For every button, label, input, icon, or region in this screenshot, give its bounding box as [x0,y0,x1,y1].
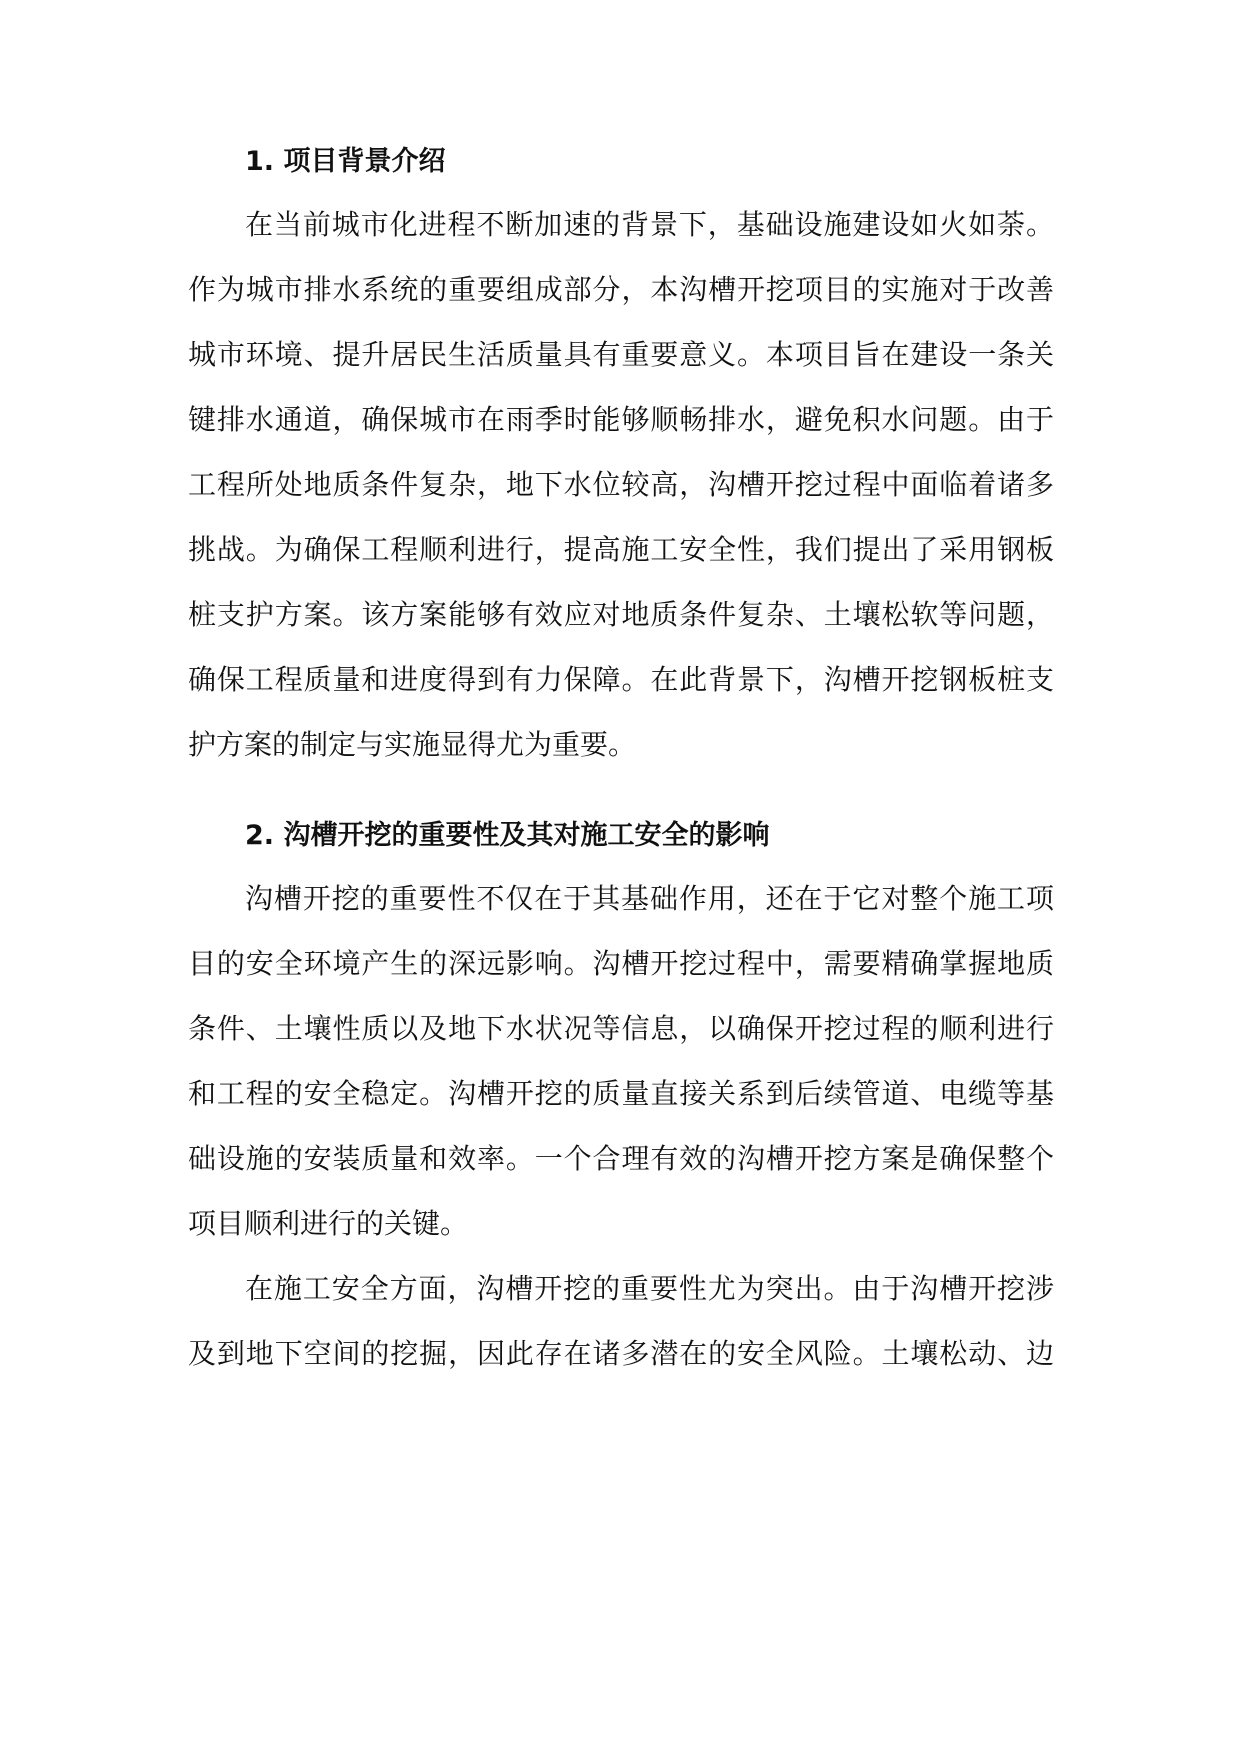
section-2-p1-line-5: 础设施的安装质量和效率。一个合理有效的沟槽开挖方案是确保整个 [188,1142,1054,1175]
section-1-heading: 1. 项目背景介绍 [245,146,446,177]
section-1-line-4: 键排水通道，确保城市在雨季时能够顺畅排水，避免积水问题。由于 [188,403,1054,436]
section-2-p2-line-2: 及到地下空间的挖掘，因此存在诸多潜在的安全风险。土壤松动、边 [188,1337,1054,1370]
section-1-line-5: 工程所处地质条件复杂，地下水位较高，沟槽开挖过程中面临着诸多 [188,468,1054,501]
section-2-p1-line-2: 目的安全环境产生的深远影响。沟槽开挖过程中，需要精确掌握地质 [188,947,1054,980]
section-2-p1-line-4: 和工程的安全稳定。沟槽开挖的质量直接关系到后续管道、电缆等基 [188,1077,1054,1110]
section-2-p1-line-3: 条件、土壤性质以及地下水状况等信息，以确保开挖过程的顺利进行 [188,1012,1054,1045]
section-1-line-6: 挑战。为确保工程顺利进行，提高施工安全性，我们提出了采用钢板 [188,533,1054,566]
section-1-line-7: 桩支护方案。该方案能够有效应对地质条件复杂、土壤松软等问题， [188,598,1054,631]
section-2-p1-line-1: 沟槽开挖的重要性不仅在于其基础作用，还在于它对整个施工项 [245,882,1054,915]
section-1-line-8: 确保工程质量和进度得到有力保障。在此背景下，沟槽开挖钢板桩支 [188,663,1054,696]
section-1-line-3: 城市环境、提升居民生活质量具有重要意义。本项目旨在建设一条关 [188,338,1054,371]
section-1-line-2: 作为城市排水系统的重要组成部分，本沟槽开挖项目的实施对于改善 [188,273,1054,306]
section-2-p2-line-1: 在施工安全方面，沟槽开挖的重要性尤为突出。由于沟槽开挖涉 [245,1272,1054,1305]
section-2-heading: 2. 沟槽开挖的重要性及其对施工安全的影响 [245,820,770,851]
section-1-line-9: 护方案的制定与实施显得尤为重要。 [188,728,637,761]
section-2-p1-line-6: 项目顺利进行的关键。 [188,1207,469,1240]
section-1-line-1: 在当前城市化进程不断加速的背景下，基础设施建设如火如荼。 [245,208,1054,241]
